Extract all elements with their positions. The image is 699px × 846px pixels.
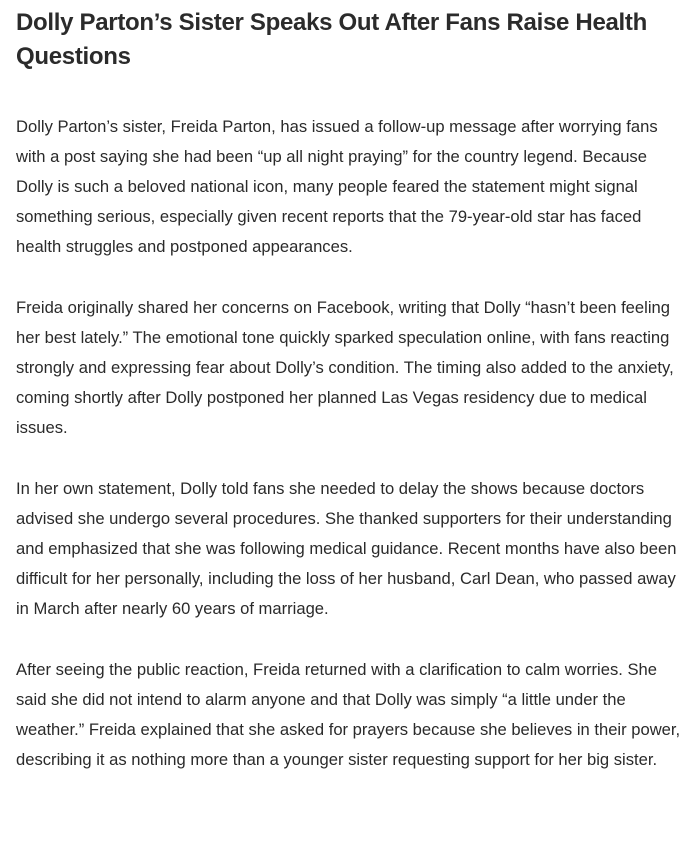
article-paragraph-3: In her own statement, Dolly told fans she needed to delay the shows because doctors advised she undergo several procedures. She thanked supporters for their understanding and emphasized that she was following medical guidance. Recent months have also been difficult for her personally, including the loss of her husband, Carl Dean, who passed away in March after nearly 60 years of marriage. (16, 479, 677, 618)
article-headline: Dolly Parton’s Sister Speaks Out After Fans Raise Health Questions (16, 9, 647, 70)
article-paragraph-2: Freida originally shared her concerns on Facebook, writing that Dolly “hasn’t been feeling her best lately.” The emotional tone quickly sparked speculation online, with fans reacting strongly and expressing fear about Dolly’s condition. The timing also added to the anxiety, coming shortly after Dolly postponed her planned Las Vegas residency due to medical issues. (16, 298, 674, 437)
article-paragraph-1: Dolly Parton’s sister, Freida Parton, has issued a follow-up message after worrying fans with a post saying she had been “up all night praying” for the country legend. Because Dolly is such a beloved national icon, many people feared the statement might signal something serious, especially given recent reports that the 79-year-old star has faced health struggles and postponed appearances. (16, 117, 658, 256)
article-paragraph-4: After seeing the public reaction, Freida returned with a clarification to calm worries. She said she did not intend to alarm anyone and that Dolly was simply “a little under the weather.” Freida explained that she asked for prayers because she believes in their power, describing it as nothing more than a younger sister requesting support for her big sister. (16, 660, 681, 769)
